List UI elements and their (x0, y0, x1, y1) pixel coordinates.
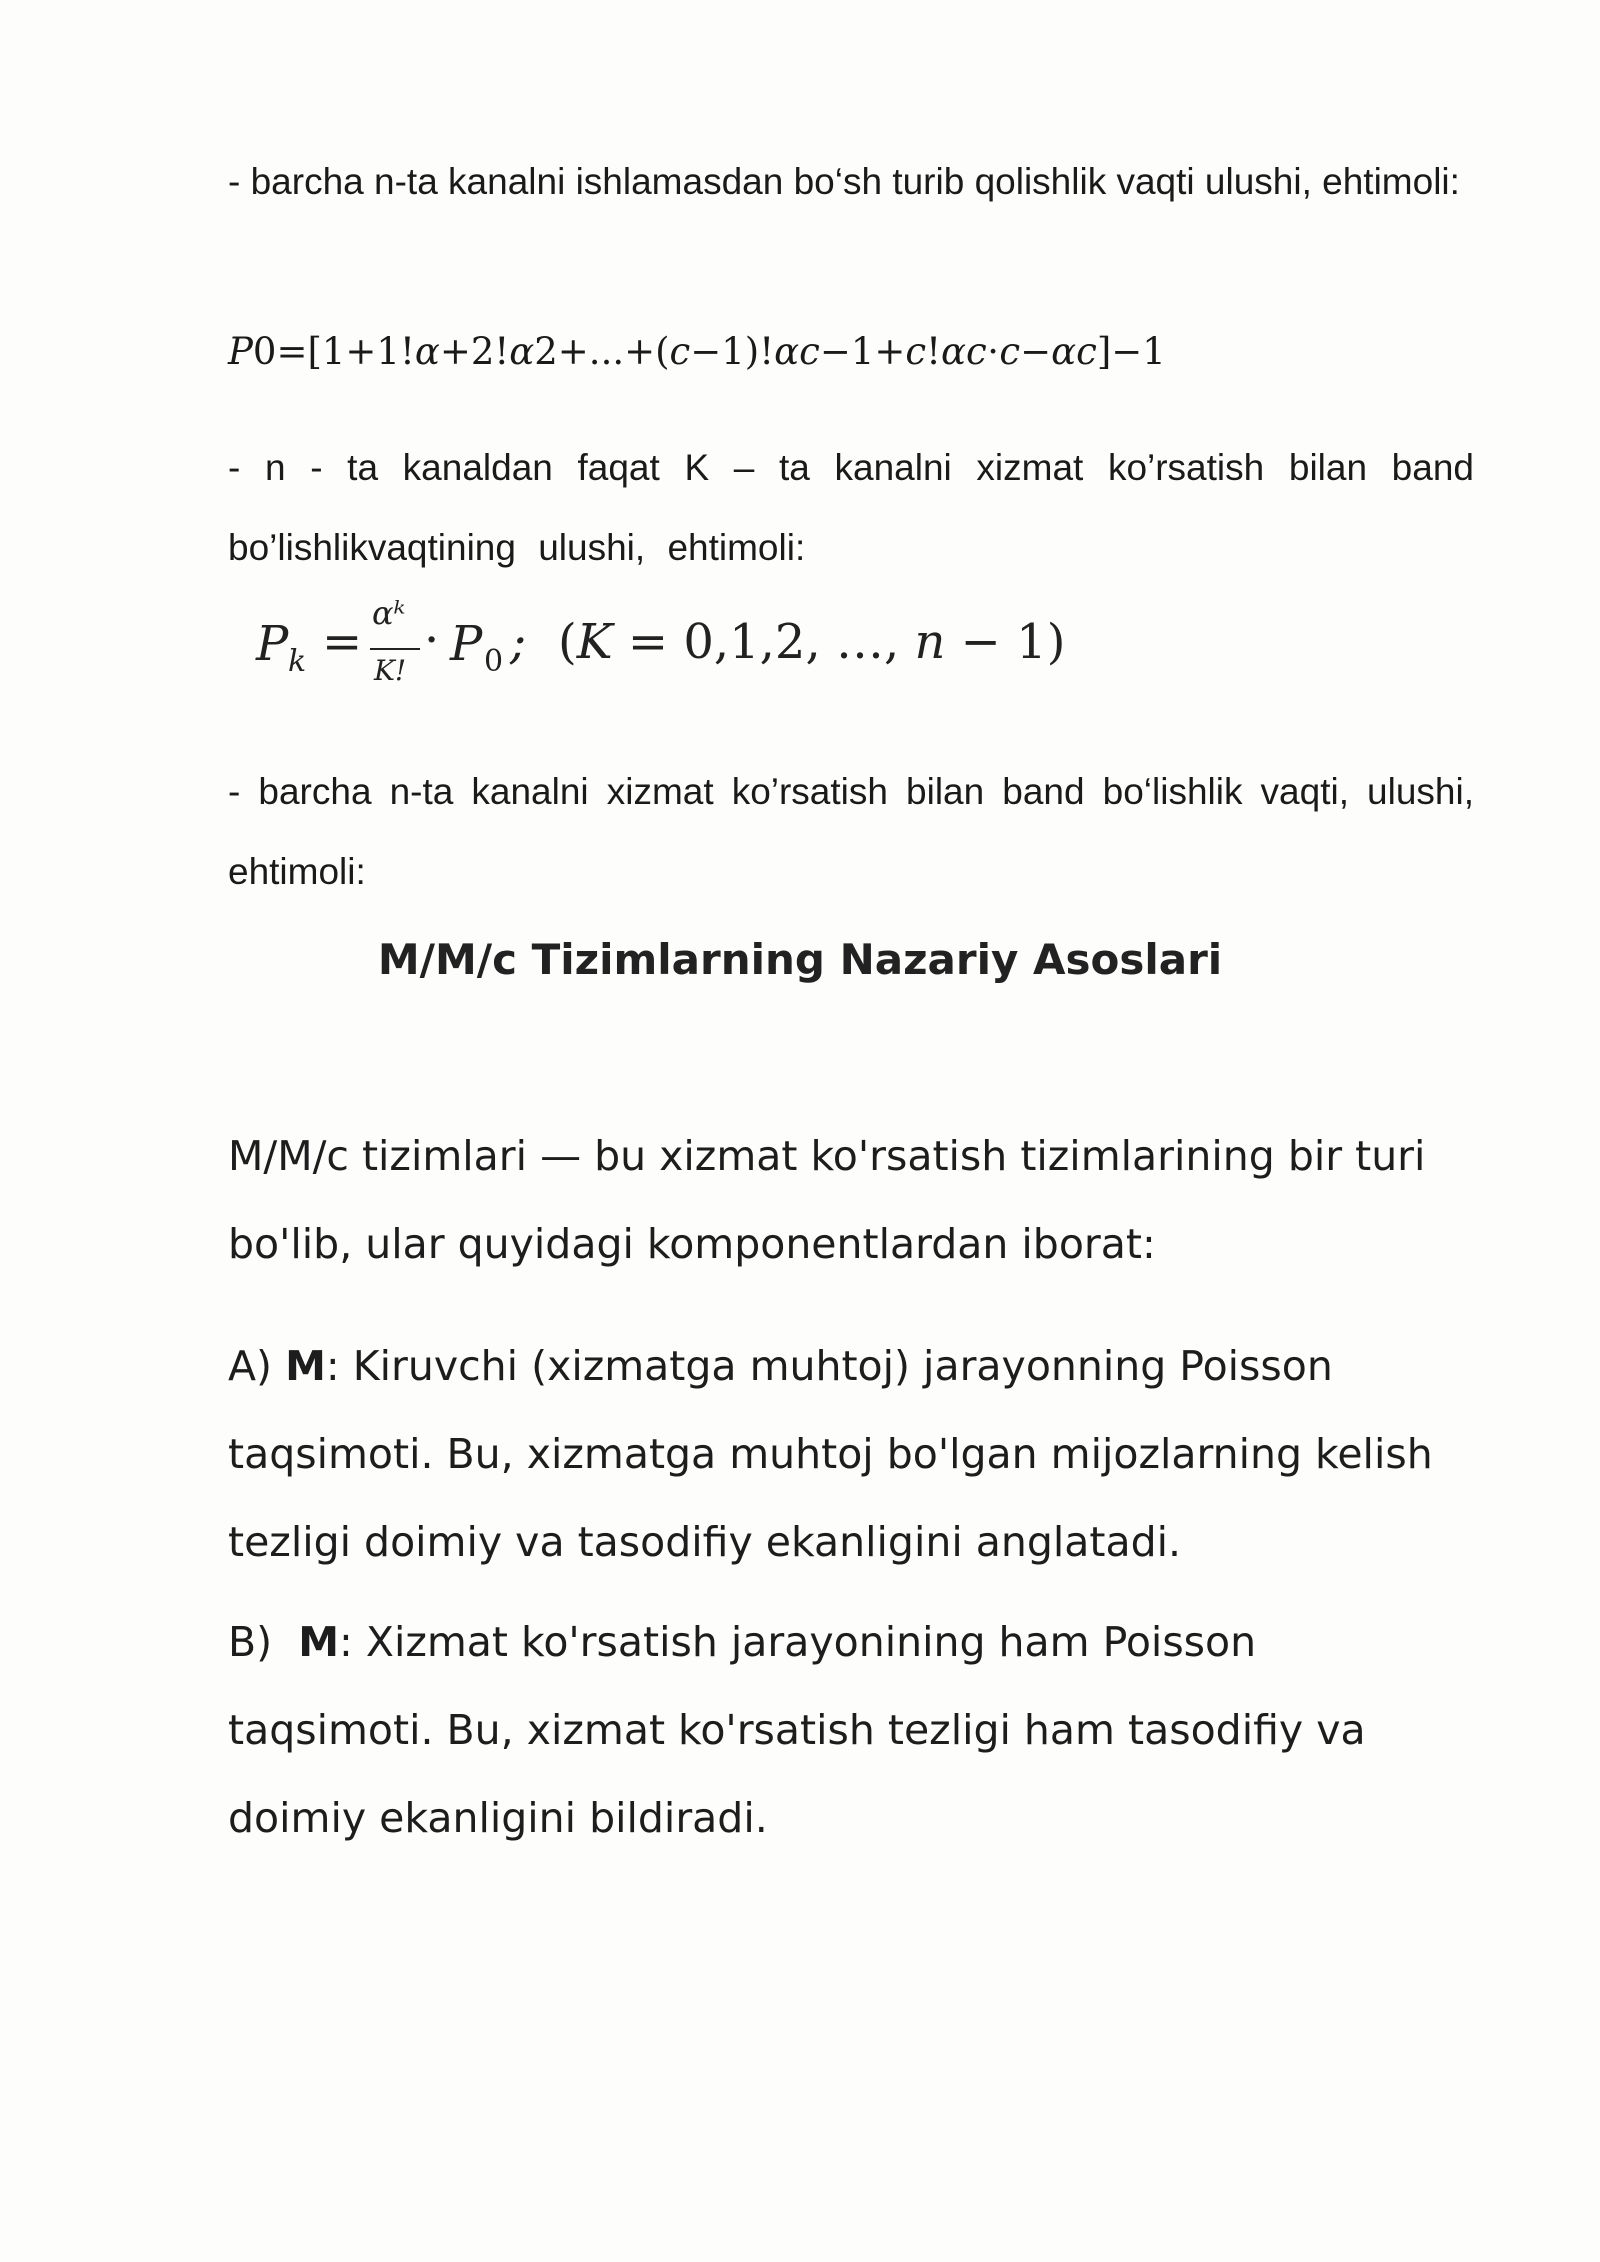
formula-p0-part: αc (1051, 330, 1097, 373)
formula-pk-p0: P (450, 616, 483, 672)
formula-pk-range-part: = 0,1,2, …, (612, 614, 915, 670)
formula-p0-part: c (905, 330, 927, 373)
formula-pk-eq: = (322, 614, 363, 670)
paragraph-all-busy-probability (228, 752, 1474, 912)
formula-pk (252, 592, 1066, 710)
paragraph-all-busy-probability-text: - barcha n-ta kanalni xizmat ko’rsatish bilan band bo‘lishlik vaqti, ulushi, ehtimoli: (228, 771, 1474, 892)
formula-p0 (228, 330, 1166, 373)
formula-pk-range-part: n (914, 614, 946, 670)
formula-pk-numerator: αᵏ (372, 594, 406, 632)
formula-p0-part: α (509, 330, 535, 373)
formula-pk-semicolon: ; (510, 614, 527, 670)
formula-p0-part: ! (926, 330, 941, 373)
paragraph-intro (228, 1112, 1474, 1288)
paragraph-intro-text: M/M/c tizimlari — bu xizmat ko'rsatish tizimlarining bir turi bo'lib, ular quyidagi komponentlardan iborat: (228, 1132, 1426, 1268)
formula-p0-part: +2! (439, 330, 510, 373)
formula-pk-fraction-bar (370, 648, 420, 650)
paragraph-arrival-prefix: A) (228, 1342, 286, 1390)
paragraph-arrival-bold: M (285, 1342, 326, 1390)
formula-p0-part: 0=[1+1! (252, 330, 415, 373)
formula-pk-range (558, 614, 1065, 670)
formula-p0-lead: P (228, 330, 253, 373)
formula-pk-range-part: ( (558, 614, 577, 670)
formula-pk-range-part: K (576, 614, 613, 670)
section-heading: M/M/c Tizimlarning Nazariy Asoslari (377, 935, 1223, 984)
formula-p0-part: −1+ (819, 330, 906, 373)
formula-pk-dot: · (424, 612, 440, 668)
formula-p0-part: ]−1 (1096, 330, 1166, 373)
paragraph-service-text: : Xizmat ko'rsatish jarayonining ham Poisson taqsimoti. Bu, xizmat ko'rsatish tezligi ham tasodifiy va doimiy ekanligini bildiradi. (228, 1618, 1366, 1842)
formula-pk-p: P (256, 616, 289, 672)
formula-pk-range-part: − 1) (945, 614, 1066, 670)
formula-pk-denominator: K! (374, 654, 407, 687)
formula-p0-part: α (414, 330, 440, 373)
paragraph-service-bold: M (298, 1618, 340, 1666)
formula-pk-k-sub: k (288, 644, 307, 679)
paragraph-busy-k-probability (228, 428, 1474, 588)
paragraph-service-prefix: B) (228, 1618, 299, 1666)
paragraph-idle-probability-text: - barcha n-ta kanalni ishlamasdan bo‘sh turib qolishlik vaqti ulushi, ehtimoli: (228, 161, 1460, 202)
paragraph-arrival (228, 1322, 1474, 1586)
paragraph-idle-probability (228, 142, 1474, 222)
paragraph-arrival-text: : Kiruvchi (xizmatga muhtoj) jarayonning Poisson taqsimoti. Bu, xizmatga muhtoj bo'lgan mijozlarning kelish tezligi doimiy va tasodifiy ekanligini anglatadi. (228, 1342, 1433, 1566)
paragraph-service (228, 1598, 1474, 1862)
formula-p0-part: − (1020, 330, 1052, 373)
formula-p0-part: −1)! (690, 330, 775, 373)
paragraph-busy-k-probability-text: - n - ta kanaldan faqat K – ta kanalni xizmat ko’rsatish bilan band bo’lishlikvaqtining ulushi, ehtimoli: (228, 447, 1474, 568)
formula-p0-part: c (999, 330, 1021, 373)
formula-p0-part: c (669, 330, 691, 373)
formula-p0-part: ⋅ (986, 330, 1000, 373)
formula-pk-zero-sub: 0 (484, 644, 504, 679)
formula-p0-part: 2+...+( (534, 330, 670, 373)
formula-p0-part: αc (941, 330, 987, 373)
formula-p0-part: αc (774, 330, 820, 373)
